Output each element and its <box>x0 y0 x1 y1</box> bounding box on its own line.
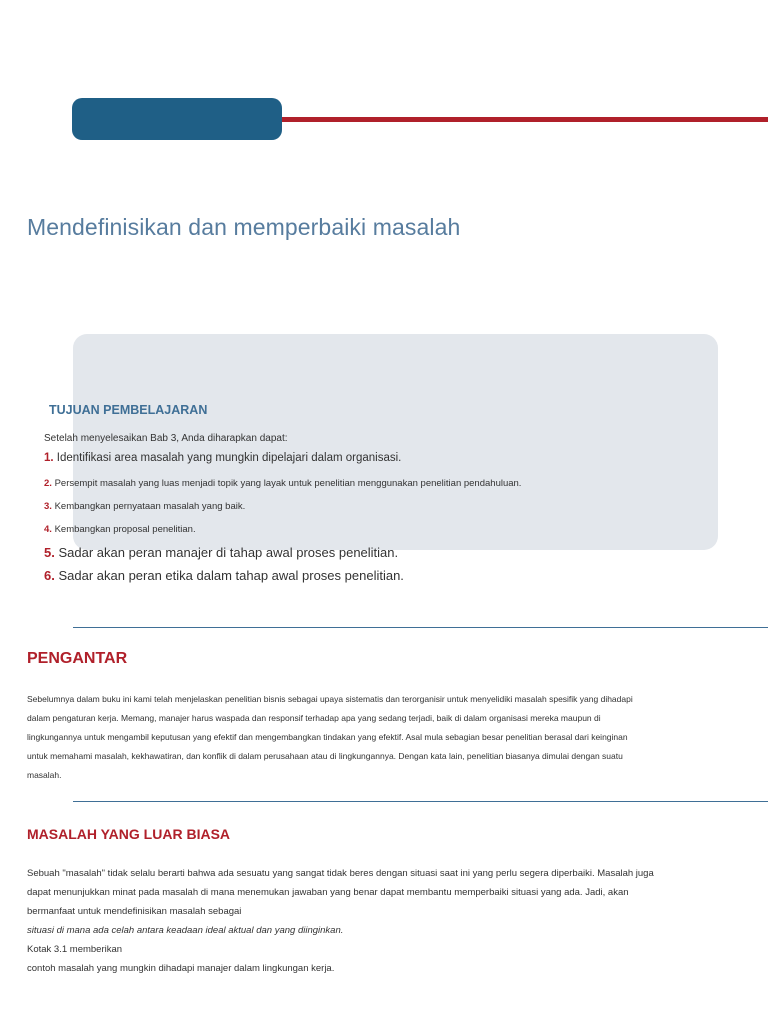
problem-paragraph <box>27 864 654 978</box>
objective-number: 3. <box>44 501 52 512</box>
objective-number: 1. <box>44 452 54 464</box>
objective-text: Identifikasi area masalah yang mungkin dipelajari dalam organisasi. <box>56 452 402 464</box>
objective-text: Sadar akan peran manajer di tahap awal proses penelitian. <box>58 545 399 560</box>
paragraph-text: bermanfaat untuk mendefinisikan masalah sebagai <box>27 906 242 917</box>
paragraph-line: contoh masalah yang mungkin dihadapi manajer dalam lingkungan kerja. <box>27 963 335 974</box>
paragraph-line: Sebelumnya dalam buku ini kami telah menjelaskan penelitian bisnis sebagai upaya sistematis dan terorganisir untuk menyelidiki masalah spesifik yang dihadapi <box>27 694 633 704</box>
section-divider <box>73 627 768 628</box>
paragraph-line: lingkungannya untuk mengambil keputusan yang efektif dan mengembangkan tindakan yang efektif. Asal mula sebagian besar penelitian berasal dari keinginan <box>27 732 628 742</box>
paragraph-line <box>27 902 654 959</box>
problem-heading: MASALAH YANG LUAR BIASA <box>27 826 231 842</box>
objective-number: 2. <box>44 478 52 489</box>
header-accent-rule <box>282 117 768 122</box>
objective-text: Kembangkan pernyataan masalah yang baik. <box>54 501 246 512</box>
paragraph-line: dapat menunjukkan minat pada masalah di mana menemukan jawaban yang benar dapat membantu memperbaiki situasi yang ada. Jadi, akan <box>27 887 629 898</box>
objectives-heading: TUJUAN PEMBELAJARAN <box>49 403 208 417</box>
objective-number: 6. <box>44 568 55 583</box>
intro-heading: PENGANTAR <box>27 650 128 667</box>
problem-definition-italic: situasi di mana ada celah antara keadaan ideal aktual dan yang diinginkan. <box>27 925 344 936</box>
objective-item <box>44 452 401 464</box>
objective-item <box>44 478 521 489</box>
paragraph-line: Sebuah "masalah" tidak selalu berarti bahwa ada sesuatu yang sangat tidak beres dengan situasi saat ini yang perlu segera diperbaiki. Masalah juga <box>27 868 654 879</box>
section-divider <box>73 801 768 802</box>
objective-text: Sadar akan peran etika dalam tahap awal proses penelitian. <box>58 568 404 583</box>
paragraph-line: untuk memahami masalah, kekhawatiran, dan konflik di dalam perusahaan atau di lingkungannya. Dengan kata lain, penelitian biasanya dimulai dengan suatu <box>27 751 623 761</box>
objective-number: 5. <box>44 545 55 560</box>
objective-item <box>44 524 196 535</box>
page-title: Mendefinisikan dan memperbaiki masalah <box>27 214 461 240</box>
paragraph-text: Kotak 3.1 memberikan <box>27 944 123 955</box>
chapter-label-pill <box>72 98 282 140</box>
paragraph-line: dalam pengaturan kerja. Memang, manajer harus waspada dan responsif terhadap apa yang sedang terjadi, baik di dalam organisasi mereka maupun di <box>27 713 601 723</box>
objectives-intro: Setelah menyelesaikan Bab 3, Anda diharapkan dapat: <box>44 433 288 444</box>
objective-item <box>44 545 398 560</box>
objective-text: Kembangkan proposal penelitian. <box>54 524 196 535</box>
intro-paragraph <box>27 690 633 785</box>
objective-number: 4. <box>44 524 52 535</box>
paragraph-line: masalah. <box>27 770 62 780</box>
objective-item <box>44 501 245 512</box>
objective-text: Persempit masalah yang luas menjadi topik yang layak untuk penelitian menggunakan penelitian pendahuluan. <box>54 478 522 489</box>
objective-item <box>44 568 404 583</box>
